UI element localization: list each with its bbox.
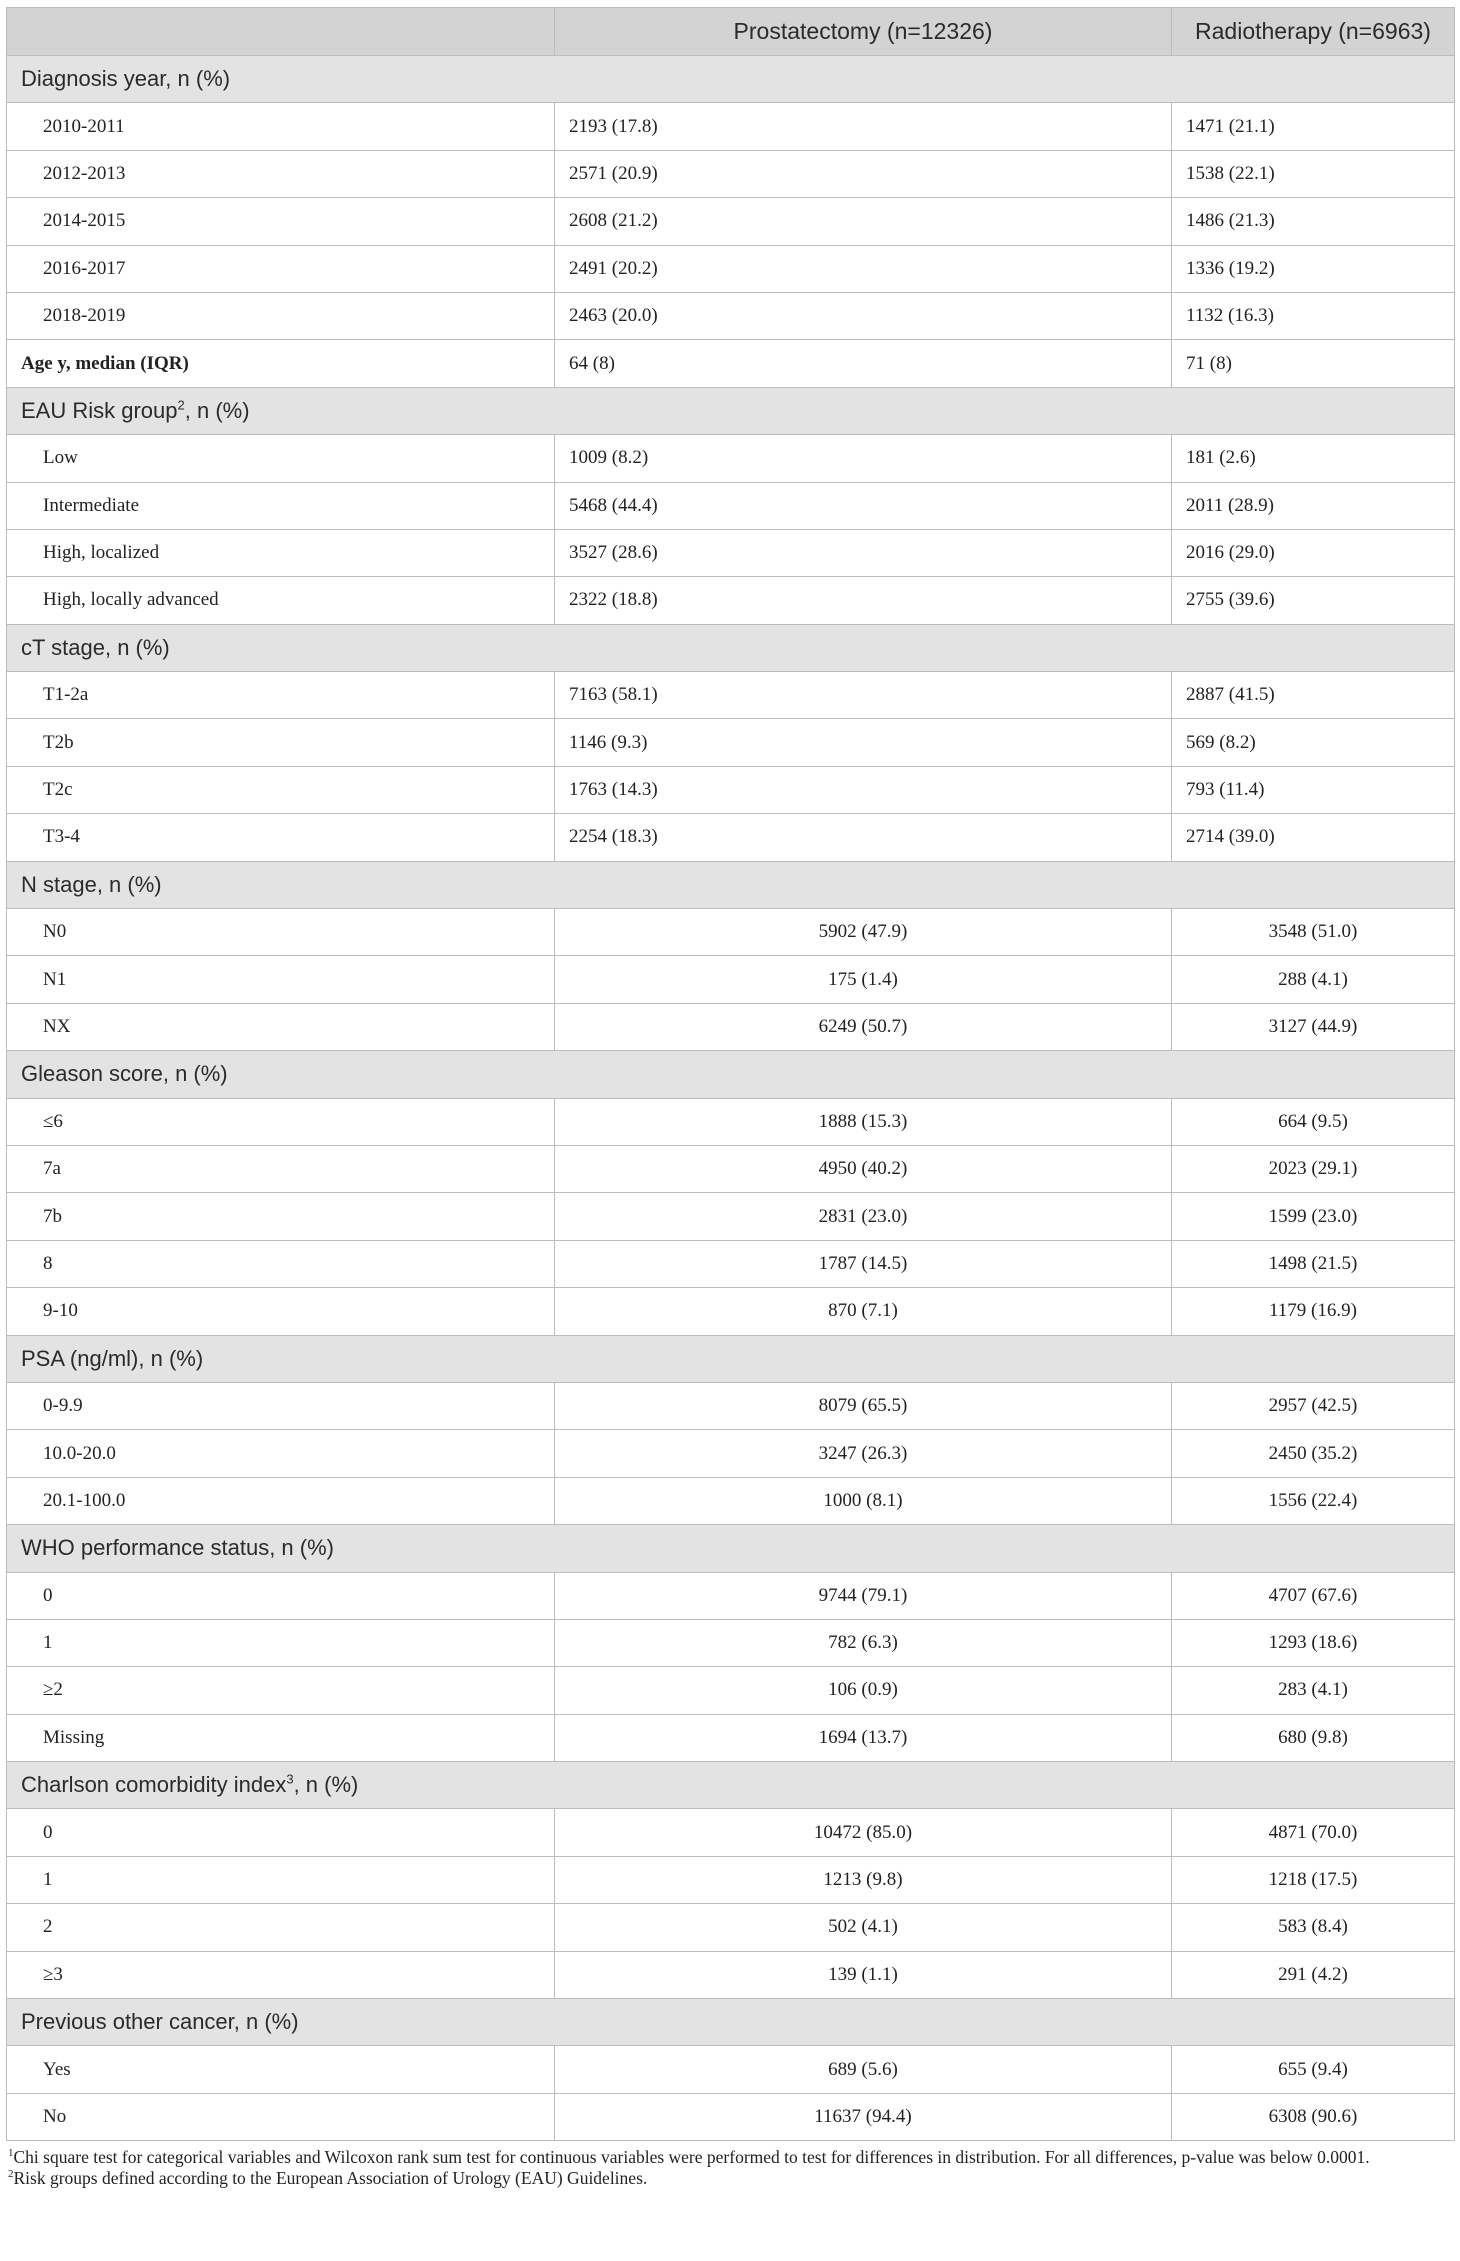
row-label: 10.0-20.0 bbox=[7, 1430, 555, 1477]
row-label: ≥2 bbox=[7, 1667, 555, 1714]
row-label: Intermediate bbox=[7, 482, 555, 529]
section-title: Gleason score, n (%) bbox=[7, 1051, 1455, 1098]
section-title: Charlson comorbidity index$^3$, n (%) bbox=[7, 1762, 1455, 1809]
section-title: cT stage, n (%) bbox=[7, 624, 1455, 671]
table-row bbox=[7, 1382, 1455, 1429]
prostatectomy-value: 11637 (94.4) bbox=[555, 2093, 1172, 2140]
radiotherapy-value: 288 (4.1) bbox=[1172, 956, 1455, 1003]
row-label: No bbox=[7, 2093, 555, 2140]
radiotherapy-value: 3127 (44.9) bbox=[1172, 1003, 1455, 1050]
prostatectomy-value: 2831 (23.0) bbox=[555, 1193, 1172, 1240]
table-row bbox=[7, 482, 1455, 529]
table-row bbox=[7, 1193, 1455, 1240]
prostatectomy-value: 3247 (26.3) bbox=[555, 1430, 1172, 1477]
row-label: 2018-2019 bbox=[7, 292, 555, 339]
radiotherapy-value: 2887 (41.5) bbox=[1172, 672, 1455, 719]
row-label: ≥3 bbox=[7, 1951, 555, 1998]
row-label: 2 bbox=[7, 1904, 555, 1951]
radiotherapy-value: 181 (2.6) bbox=[1172, 435, 1455, 482]
table-row bbox=[7, 2093, 1455, 2140]
table-row bbox=[7, 150, 1455, 197]
table-row bbox=[7, 1240, 1455, 1287]
radiotherapy-value: 2011 (28.9) bbox=[1172, 482, 1455, 529]
row-label: T3-4 bbox=[7, 814, 555, 861]
header-row bbox=[7, 8, 1455, 56]
prostatectomy-value: 64 (8) bbox=[555, 340, 1172, 387]
table-row bbox=[7, 2046, 1455, 2093]
prostatectomy-value: 1694 (13.7) bbox=[555, 1714, 1172, 1761]
row-label: 1 bbox=[7, 1619, 555, 1666]
row-label: NX bbox=[7, 1003, 555, 1050]
table-row bbox=[7, 814, 1455, 861]
radiotherapy-value: 1132 (16.3) bbox=[1172, 292, 1455, 339]
prostatectomy-value: 1787 (14.5) bbox=[555, 1240, 1172, 1287]
radiotherapy-value: 1471 (21.1) bbox=[1172, 103, 1455, 150]
prostatectomy-value: 1009 (8.2) bbox=[555, 435, 1172, 482]
prostatectomy-value: 1888 (15.3) bbox=[555, 1098, 1172, 1145]
table-row bbox=[7, 577, 1455, 624]
table-row bbox=[7, 529, 1455, 576]
prostatectomy-value: 2463 (20.0) bbox=[555, 292, 1172, 339]
prostatectomy-value: 870 (7.1) bbox=[555, 1288, 1172, 1335]
table-row bbox=[7, 1714, 1455, 1761]
prostatectomy-value: 10472 (85.0) bbox=[555, 1809, 1172, 1856]
prostatectomy-value: 9744 (79.1) bbox=[555, 1572, 1172, 1619]
radiotherapy-value: 1179 (16.9) bbox=[1172, 1288, 1455, 1335]
table-row bbox=[7, 103, 1455, 150]
prostatectomy-value: 1146 (9.3) bbox=[555, 719, 1172, 766]
table-row bbox=[7, 1904, 1455, 1951]
row-label: 2014-2015 bbox=[7, 198, 555, 245]
radiotherapy-value: 569 (8.2) bbox=[1172, 719, 1455, 766]
row-label: Age y, median (IQR) bbox=[7, 340, 555, 387]
header-prostatectomy: Prostatectomy (n=12326) bbox=[555, 8, 1172, 56]
prostatectomy-value: 3527 (28.6) bbox=[555, 529, 1172, 576]
prostatectomy-value: 6249 (50.7) bbox=[555, 1003, 1172, 1050]
prostatectomy-value: 5902 (47.9) bbox=[555, 909, 1172, 956]
prostatectomy-value: 689 (5.6) bbox=[555, 2046, 1172, 2093]
radiotherapy-value: 680 (9.8) bbox=[1172, 1714, 1455, 1761]
row-label: 0-9.9 bbox=[7, 1382, 555, 1429]
row-label: 2010-2011 bbox=[7, 103, 555, 150]
section-eau-risk bbox=[7, 387, 1455, 434]
row-label: 7a bbox=[7, 1145, 555, 1192]
row-label: High, localized bbox=[7, 529, 555, 576]
table-row bbox=[7, 198, 1455, 245]
table-row bbox=[7, 719, 1455, 766]
footnote-2: $^2$Risk groups defined according to the European Association of Urology (EAU) Guidelines. bbox=[8, 2168, 648, 2189]
footnote-1: $^1$Chi square test for categorical variables and Wilcoxon rank sum test for continuous variables were performed to test for differences in distribution. For all differences, p-value was below 0.0001. bbox=[8, 2147, 1370, 2168]
table-row bbox=[7, 1619, 1455, 1666]
radiotherapy-value: 4707 (67.6) bbox=[1172, 1572, 1455, 1619]
row-label: T2c bbox=[7, 766, 555, 813]
row-label: 9-10 bbox=[7, 1288, 555, 1335]
table-row bbox=[7, 672, 1455, 719]
prostatectomy-value: 502 (4.1) bbox=[555, 1904, 1172, 1951]
section-psa bbox=[7, 1335, 1455, 1382]
section-previous-cancer bbox=[7, 1999, 1455, 2046]
table-row bbox=[7, 956, 1455, 1003]
radiotherapy-value: 2016 (29.0) bbox=[1172, 529, 1455, 576]
radiotherapy-value: 1486 (21.3) bbox=[1172, 198, 1455, 245]
table-row-age bbox=[7, 340, 1455, 387]
table-row bbox=[7, 435, 1455, 482]
row-label: 8 bbox=[7, 1240, 555, 1287]
prostatectomy-value: 1000 (8.1) bbox=[555, 1477, 1172, 1524]
row-label: 2016-2017 bbox=[7, 245, 555, 292]
table-row bbox=[7, 1288, 1455, 1335]
row-label: High, locally advanced bbox=[7, 577, 555, 624]
radiotherapy-value: 664 (9.5) bbox=[1172, 1098, 1455, 1145]
section-title: WHO performance status, n (%) bbox=[7, 1525, 1455, 1572]
prostatectomy-value: 5468 (44.4) bbox=[555, 482, 1172, 529]
prostatectomy-value: 2608 (21.2) bbox=[555, 198, 1172, 245]
radiotherapy-value: 2450 (35.2) bbox=[1172, 1430, 1455, 1477]
section-who-status bbox=[7, 1525, 1455, 1572]
section-gleason bbox=[7, 1051, 1455, 1098]
table-row bbox=[7, 766, 1455, 813]
table-row bbox=[7, 909, 1455, 956]
section-title: Previous other cancer, n (%) bbox=[7, 1999, 1455, 2046]
prostatectomy-value: 2322 (18.8) bbox=[555, 577, 1172, 624]
table-row bbox=[7, 1477, 1455, 1524]
radiotherapy-value: 1218 (17.5) bbox=[1172, 1856, 1455, 1903]
prostatectomy-value: 7163 (58.1) bbox=[555, 672, 1172, 719]
prostatectomy-value: 1763 (14.3) bbox=[555, 766, 1172, 813]
section-title: Diagnosis year, n (%) bbox=[7, 56, 1455, 103]
section-charlson bbox=[7, 1762, 1455, 1809]
section-ct-stage bbox=[7, 624, 1455, 671]
radiotherapy-value: 2714 (39.0) bbox=[1172, 814, 1455, 861]
section-title: N stage, n (%) bbox=[7, 861, 1455, 908]
section-diagnosis-year bbox=[7, 56, 1455, 103]
radiotherapy-value: 6308 (90.6) bbox=[1172, 2093, 1455, 2140]
section-title: PSA (ng/ml), n (%) bbox=[7, 1335, 1455, 1382]
radiotherapy-value: 1599 (23.0) bbox=[1172, 1193, 1455, 1240]
section-title: EAU Risk group$^2$, n (%) bbox=[7, 387, 1455, 434]
radiotherapy-value: 2755 (39.6) bbox=[1172, 577, 1455, 624]
table-row bbox=[7, 1430, 1455, 1477]
row-label: 0 bbox=[7, 1572, 555, 1619]
baseline-characteristics-table bbox=[6, 7, 1454, 2189]
radiotherapy-value: 1498 (21.5) bbox=[1172, 1240, 1455, 1287]
radiotherapy-value: 2023 (29.1) bbox=[1172, 1145, 1455, 1192]
row-label: 1 bbox=[7, 1856, 555, 1903]
table-row bbox=[7, 1809, 1455, 1856]
table-row bbox=[7, 1003, 1455, 1050]
footnotes bbox=[6, 2147, 1454, 2189]
footnote-ref: 3 bbox=[286, 1771, 294, 1787]
prostatectomy-value: 4950 (40.2) bbox=[555, 1145, 1172, 1192]
radiotherapy-value: 291 (4.2) bbox=[1172, 1951, 1455, 1998]
table-row bbox=[7, 1856, 1455, 1903]
row-label: N1 bbox=[7, 956, 555, 1003]
prostatectomy-value: 106 (0.9) bbox=[555, 1667, 1172, 1714]
table-row bbox=[7, 292, 1455, 339]
table-row bbox=[7, 1667, 1455, 1714]
radiotherapy-value: 583 (8.4) bbox=[1172, 1904, 1455, 1951]
row-label: N0 bbox=[7, 909, 555, 956]
row-label: Low bbox=[7, 435, 555, 482]
radiotherapy-value: 283 (4.1) bbox=[1172, 1667, 1455, 1714]
table-row bbox=[7, 1951, 1455, 1998]
row-label: Missing bbox=[7, 1714, 555, 1761]
row-label: 2012-2013 bbox=[7, 150, 555, 197]
row-label: Yes bbox=[7, 2046, 555, 2093]
row-label: 20.1-100.0 bbox=[7, 1477, 555, 1524]
header-blank bbox=[7, 8, 555, 56]
radiotherapy-value: 71 (8) bbox=[1172, 340, 1455, 387]
table-row bbox=[7, 1572, 1455, 1619]
prostatectomy-value: 2491 (20.2) bbox=[555, 245, 1172, 292]
prostatectomy-value: 782 (6.3) bbox=[555, 1619, 1172, 1666]
data-table bbox=[6, 7, 1455, 2141]
prostatectomy-value: 1213 (9.8) bbox=[555, 1856, 1172, 1903]
radiotherapy-value: 1336 (19.2) bbox=[1172, 245, 1455, 292]
header-radiotherapy: Radiotherapy (n=6963) bbox=[1172, 8, 1455, 56]
table-row bbox=[7, 1098, 1455, 1145]
row-label: ≤6 bbox=[7, 1098, 555, 1145]
prostatectomy-value: 2254 (18.3) bbox=[555, 814, 1172, 861]
table-row bbox=[7, 245, 1455, 292]
prostatectomy-value: 139 (1.1) bbox=[555, 1951, 1172, 1998]
row-label: 7b bbox=[7, 1193, 555, 1240]
section-n-stage bbox=[7, 861, 1455, 908]
radiotherapy-value: 655 (9.4) bbox=[1172, 2046, 1455, 2093]
row-label: 0 bbox=[7, 1809, 555, 1856]
prostatectomy-value: 2571 (20.9) bbox=[555, 150, 1172, 197]
row-label: T1-2a bbox=[7, 672, 555, 719]
radiotherapy-value: 3548 (51.0) bbox=[1172, 909, 1455, 956]
prostatectomy-value: 8079 (65.5) bbox=[555, 1382, 1172, 1429]
table-row bbox=[7, 1145, 1455, 1192]
radiotherapy-value: 2957 (42.5) bbox=[1172, 1382, 1455, 1429]
radiotherapy-value: 1538 (22.1) bbox=[1172, 150, 1455, 197]
prostatectomy-value: 175 (1.4) bbox=[555, 956, 1172, 1003]
radiotherapy-value: 793 (11.4) bbox=[1172, 766, 1455, 813]
radiotherapy-value: 1293 (18.6) bbox=[1172, 1619, 1455, 1666]
prostatectomy-value: 2193 (17.8) bbox=[555, 103, 1172, 150]
radiotherapy-value: 4871 (70.0) bbox=[1172, 1809, 1455, 1856]
footnote-ref: 2 bbox=[177, 397, 185, 413]
radiotherapy-value: 1556 (22.4) bbox=[1172, 1477, 1455, 1524]
row-label: T2b bbox=[7, 719, 555, 766]
